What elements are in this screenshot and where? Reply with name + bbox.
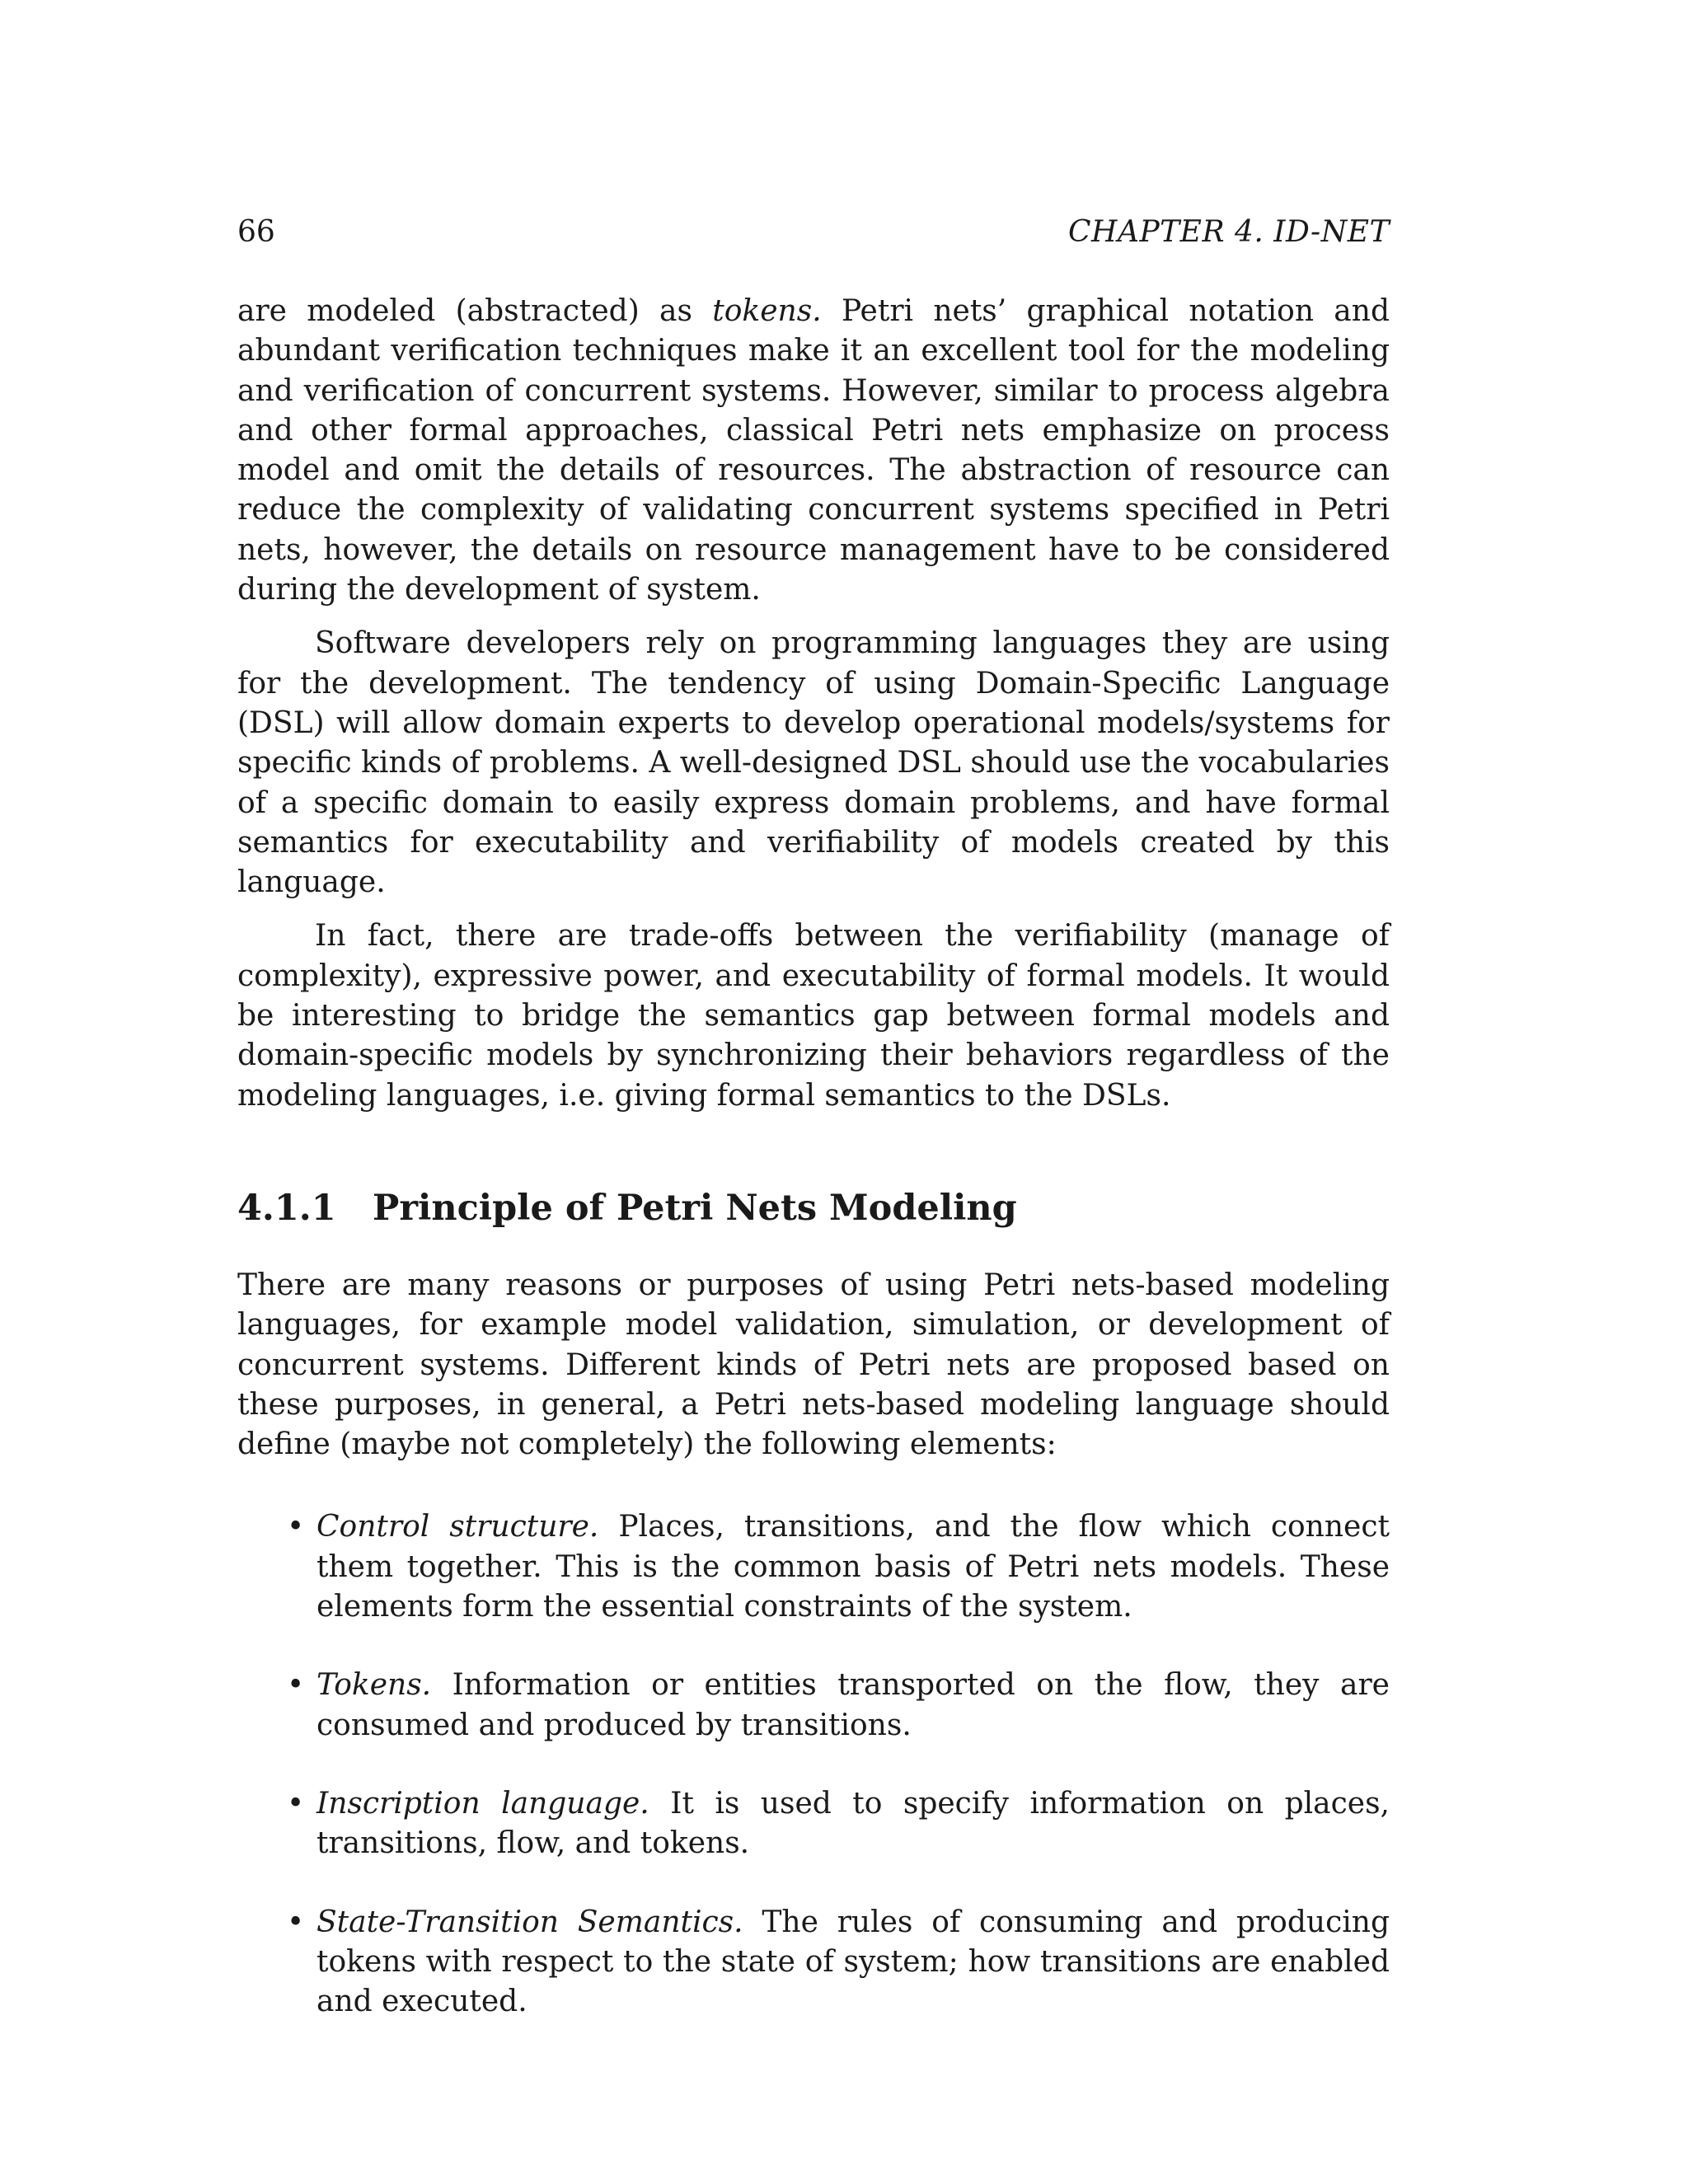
section-title: Principle of Petri Nets Modeling [373, 1187, 1017, 1229]
page-number: 66 [237, 215, 275, 249]
bullet-marker: • [287, 1668, 305, 1703]
list-item-term: Tokens. [316, 1668, 432, 1703]
paragraph-1-emphasis: tokens. [712, 294, 822, 328]
list-item [237, 1903, 1390, 2022]
bullet-marker: • [287, 1905, 305, 1939]
paragraph-1-post: Petri nets’ graphical notation and abundant verification techniques make it an excellent tool for the modeling and verification of concurrent systems. However, similar to process algebra and other formal approaches, classical Petri nets emphasize on process model and omit the details of resources. The abstraction of resource can reduce the complexity of validating concurrent systems specified in Petri nets, however, the details on resource management have to be considered during the development of system. [237, 294, 1390, 607]
running-header [237, 213, 1390, 252]
section-intro: There are many reasons or purposes of using Petri nets-based modeling languages, for example model validation, simulation, or development of concurrent systems. Different kinds of Petri nets are proposed based on these purposes, in general, a Petri nets-based modeling language should define (maybe not completely) the following elements: [237, 1268, 1390, 1462]
bullet-marker: • [287, 1786, 305, 1821]
list-item-text: Information or entities transported on the flow, they are consumed and produced by transitions. [316, 1668, 1390, 1742]
paragraph-1-pre: are modeled (abstracted) as [237, 294, 713, 328]
paragraph-3: In fact, there are trade-offs between the verifiability (manage of complexity), expressive power, and executability of formal models. It would be interesting to bridge the semantics gap between formal models and domain-specific models by synchronizing their behaviors regardless of the modeling languages, i.e. giving formal semantics to the DSLs. [237, 919, 1390, 1113]
list-item-text: The rules of consuming and producing tokens with respect to the state of system; how transitions are enabled and executed. [316, 1905, 1390, 2019]
list-item-term: State-Transition Semantics. [316, 1905, 743, 1939]
list-item-text: It is used to specify information on places, transitions, flow, and tokens. [316, 1786, 1390, 1861]
list-item [237, 1784, 1390, 1864]
list-item [237, 1666, 1390, 1746]
paragraph-2: Software developers rely on programming languages they are using for the development. The tendency of using Domain-Specific Language (DSL) will allow domain experts to develop operational models/systems for specific kinds of problems. A well-designed DSL should use the vocabularies of a specific domain to easily express domain problems, and have formal semantics for executability and verifiability of models created by this language. [237, 626, 1390, 900]
list-item-term: Control structure. [316, 1510, 599, 1544]
list-item-text: Places, transitions, and the flow which connect them together. This is the common basis of Petri nets models. These elements form the essential constraints of the system. [316, 1510, 1390, 1624]
element-list [237, 1507, 1390, 2022]
chapter-title: CHAPTER 4. ID-NET [1068, 215, 1390, 249]
bullet-marker: • [287, 1510, 305, 1544]
page-content [237, 213, 1390, 2060]
list-item-term: Inscription language. [316, 1786, 649, 1821]
paragraph-1 [237, 292, 1390, 610]
section-number: 4.1.1 [237, 1187, 336, 1229]
section-heading [237, 1183, 1390, 1233]
list-item [237, 1507, 1390, 1627]
